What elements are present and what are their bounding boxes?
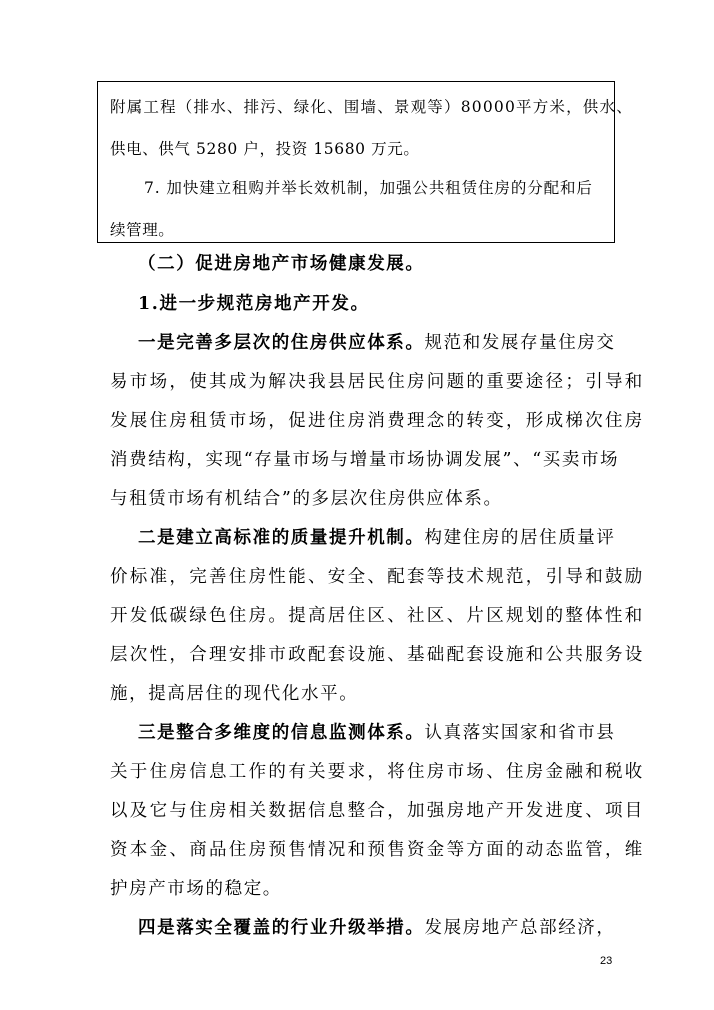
paragraph-line: 开发低碳绿色住房。提高居住区、社区、片区规划的整体性和 (110, 606, 645, 626)
paragraph-line: 与租赁市场有机结合”的多层次住房供应体系。 (110, 489, 503, 509)
paragraph-line: 易市场，使其成为解决我县居民住房问题的重要途径；引导和 (110, 372, 645, 392)
boxed-text-line: 续管理。 (110, 221, 175, 239)
paragraph-line: 护房产市场的稳定。 (110, 879, 282, 899)
paragraph-line: 发展住房租赁市场，促进住房消费理念的转变，形成梯次住房 (110, 411, 645, 431)
boxed-text-line: 附属工程（排水、排污、绿化、围墙、景观等）80000平方米，供水、 (110, 98, 633, 116)
subsection-heading: 1.进一步规范房地产开发。 (138, 294, 370, 314)
paragraph-text: 构建住房的居住质量评 (424, 528, 616, 548)
paragraph-line: 价标准，完善住房性能、安全、配套等技术规范，引导和鼓励 (110, 567, 645, 587)
paragraph-text: 规范和发展存量住房交 (424, 333, 616, 353)
paragraph-first-line (138, 526, 616, 550)
section-heading: （二）促进房地产市场健康发展。 (138, 254, 425, 274)
paragraph-line: 资本金、商品住房预售情况和预售资金等方面的动态监管，维 (110, 840, 645, 860)
paragraph-line: 消费结构，实现“存量市场与增量市场协调发展”、“买卖市场 (110, 450, 620, 470)
boxed-text-line: 7. 加快建立租购并举长效机制，加强公共租赁住房的分配和后 (144, 179, 593, 197)
paragraph-first-line (138, 331, 616, 355)
paragraph-lead: 三是整合多维度的信息监测体系。 (138, 723, 425, 743)
paragraph-text: 认真落实国家和省市县 (424, 723, 616, 743)
paragraph-first-line (138, 916, 616, 940)
boxed-continuation-section (97, 81, 633, 243)
paragraph-line: 施，提高居住的现代化水平。 (110, 684, 359, 704)
paragraph-lead: 二是建立高标准的质量提升机制。 (138, 528, 425, 548)
paragraph-lead: 四是落实全覆盖的行业升级举措。 (138, 918, 425, 938)
paragraph-first-line (138, 721, 616, 745)
paragraph-line: 关于住房信息工作的有关要求，将住房市场、住房金融和税收 (110, 762, 645, 782)
paragraph-text: 发展房地产总部经济， (424, 918, 616, 938)
page-number: 23 (600, 955, 613, 967)
paragraph-line: 层次性，合理安排市政配套设施、基础配套设施和公共服务设 (110, 645, 645, 665)
boxed-text-line: 供电、供气 5280 户，投资 15680 万元。 (110, 140, 420, 158)
paragraph-lead: 一是完善多层次的住房供应体系。 (138, 333, 425, 353)
paragraph-line: 以及它与住房相关数据信息整合，加强房地产开发进度、项目 (110, 801, 645, 821)
